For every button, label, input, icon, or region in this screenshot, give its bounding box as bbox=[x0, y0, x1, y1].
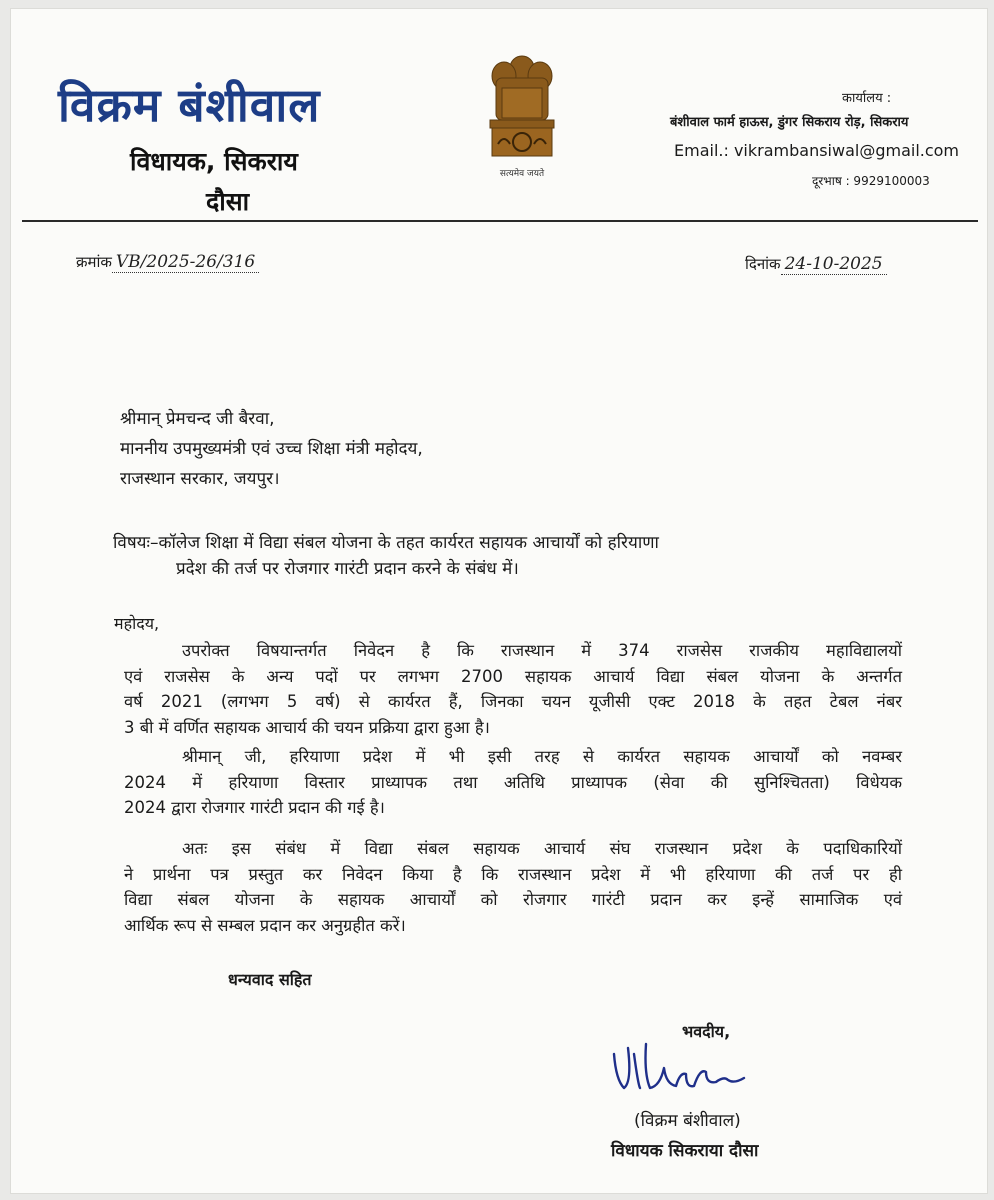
p3-line: अतः इस संबंध में विद्या संबल सहायक आचार्य संघ राजस्थान प्रदेश के पदाधिकारियों bbox=[182, 839, 902, 858]
paragraph-2 bbox=[124, 744, 902, 821]
p1-line: 3 बी में वर्णित सहायक आचार्य की चयन प्रक्रिया द्वारा हुआ है। bbox=[124, 717, 490, 737]
header-divider bbox=[22, 220, 978, 222]
handwritten-signature bbox=[600, 1036, 790, 1106]
subject-line-2: प्रदेश की तर्ज पर रोजगार गारंटी प्रदान करने के संबंध में। bbox=[176, 559, 519, 579]
p2-line: 2024 द्वारा रोजगार गारंटी प्रदान की गई है। bbox=[124, 798, 385, 817]
p1-line: एवं राजसेस के अन्य पदों पर लगभग 2700 सहायक आचार्य विद्या संबल योजना के अन्तर्गत bbox=[124, 666, 902, 686]
p1-line: वर्ष 2021 (लगभग 5 वर्ष) से कार्यरत हैं, जिनका चयन यूजीसी एक्ट 2018 के तहत टेबल नंबर bbox=[124, 692, 902, 711]
p1-line: उपरोक्त विषयान्तर्गत निवेदन है कि राजस्थान में 374 राजसेस राजकीय महाविद्यालयों bbox=[182, 641, 902, 660]
national-emblem-icon bbox=[472, 48, 572, 188]
recipient-line-1: श्रीमान् प्रेमचन्द जी बैरवा, bbox=[120, 409, 275, 429]
office-address: बंशीवाल फार्म हाऊस, डुंगर सिकराय रोड़, सिकराय bbox=[670, 115, 909, 130]
sender-designation: विधायक, सिकराय bbox=[130, 147, 298, 176]
letter-sheet bbox=[10, 8, 988, 1194]
p2-line: 2024 में हरियाणा विस्तार प्राध्यापक तथा अतिथि प्राध्यापक (सेवा की सुनिश्चितता) विधेयक bbox=[124, 772, 902, 792]
p2-line: श्रीमान् जी, हरियाणा प्रदेश में भी इसी तरह से कार्यरत सहायक आचार्यों को नवम्बर bbox=[182, 747, 902, 766]
recipient-line-2: माननीय उपमुख्यमंत्री एवं उच्च शिक्षा मंत्री महोदय, bbox=[120, 439, 423, 459]
email-address: Email.: vikrambansiwal@gmail.com bbox=[674, 141, 960, 160]
recipient-line-3: राजस्थान सरकार, जयपुर। bbox=[120, 469, 280, 489]
paragraph-3 bbox=[124, 836, 902, 938]
paragraph-1 bbox=[124, 638, 902, 740]
thanks-note: धन्यवाद सहित bbox=[228, 970, 312, 989]
letter-date bbox=[745, 254, 887, 274]
sender-name: विक्रम बंशीवाल bbox=[58, 78, 321, 132]
p3-line: आर्थिक रूप से सम्बल प्रदान कर अनुग्रहीत करें। bbox=[124, 915, 406, 935]
p3-line: विद्या संबल योजना के सहायक आचार्यों को रोजगार गारंटी प्रदान कर इन्हें सामाजिक एवं bbox=[124, 890, 902, 909]
date-value: 24-10-2025 bbox=[781, 254, 887, 275]
sender-district: दौसा bbox=[206, 187, 250, 216]
subject-line-1: विषयः–कॉलेज शिक्षा में विद्या संबल योजना के तहत कार्यरत सहायक आचार्यों को हरियाणा bbox=[113, 533, 659, 553]
office-label: कार्यालय : bbox=[842, 91, 892, 106]
reference-value: VB/2025-26/316 bbox=[112, 252, 259, 273]
reference-label: क्रमांक bbox=[76, 253, 112, 271]
phone-number: दूरभाष : 9929100003 bbox=[812, 174, 930, 188]
date-label: दिनांक bbox=[745, 255, 781, 273]
closing-yours: भवदीय, bbox=[682, 1022, 731, 1041]
signatory-designation: विधायक सिकराया दौसा bbox=[611, 1141, 759, 1161]
p3-line: ने प्रार्थना पत्र प्रस्तुत कर निवेदन किया है कि राजस्थान प्रदेश में भी हरियाणा की तर्ज पर ही bbox=[124, 864, 902, 884]
signatory-name: (विक्रम बंशीवाल) bbox=[634, 1111, 741, 1131]
emblem-motto: सत्यमेव जयते bbox=[499, 169, 545, 179]
salutation: महोदय, bbox=[114, 614, 160, 633]
reference-number bbox=[76, 252, 259, 272]
